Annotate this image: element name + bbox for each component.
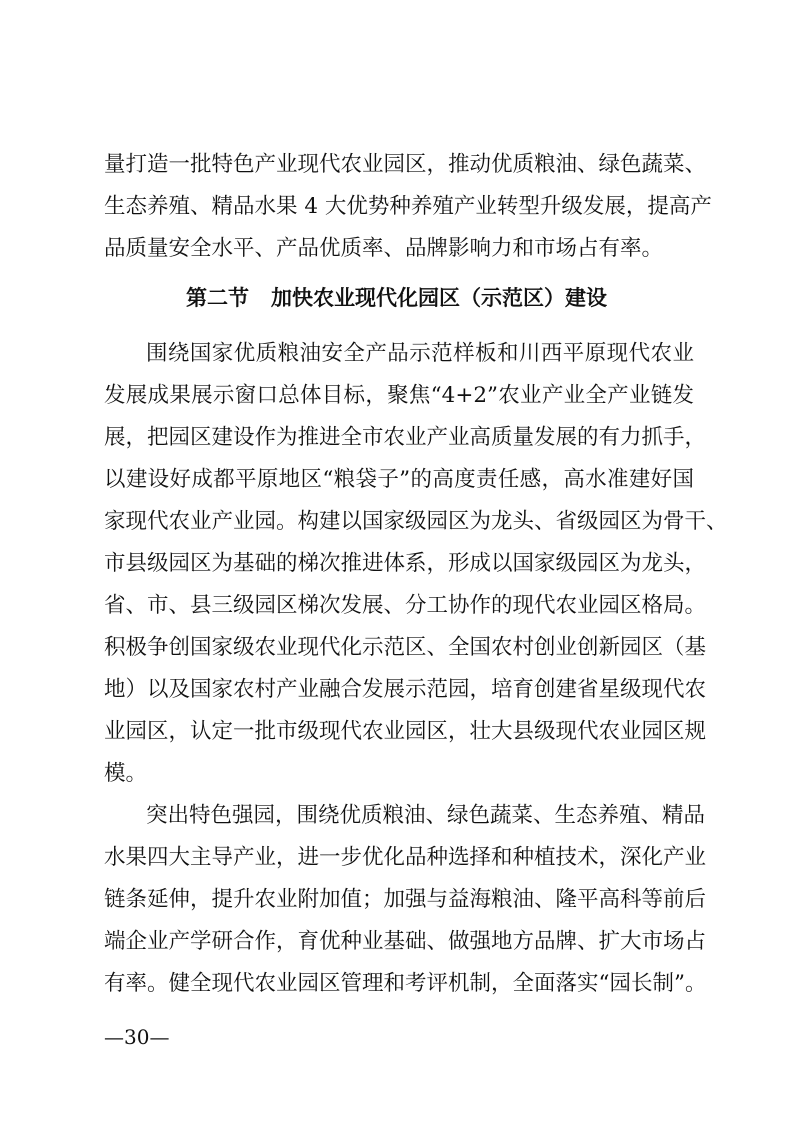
section-heading: 第二节 加快农业现代化园区（示范区）建设 (186, 286, 607, 310)
paragraph-line: 发展成果展示窗口总体目标，聚焦“4+2”农业产业全产业链发 (104, 383, 694, 408)
paragraph-line: 模。 (104, 761, 148, 786)
paragraph-line: 链条延伸，提升农业附加值；加强与益海粮油、隆平高科等前后 (104, 887, 707, 912)
paragraph-line: 以建设好成都平原地区“粮袋子”的高度责任感，高水准建好国 (104, 467, 694, 492)
paragraph-line: 量打造一批特色产业现代农业园区，推动优质粮油、绿色蔬菜、 (104, 152, 707, 177)
paragraph-line: 围绕国家优质粮油安全产品示范样板和川西平原现代农业 (146, 341, 694, 366)
paragraph-line: 家现代农业产业园。构建以国家级园区为龙头、省级园区为骨干、 (104, 509, 728, 534)
paragraph-line: 有率。健全现代农业园区管理和考评机制，全面落实“园长制”。 (104, 971, 707, 996)
paragraph-line: 端企业产学研合作，育优种业基础、做强地方品牌、扩大市场占 (104, 929, 707, 954)
paragraph-line: 市县级园区为基础的梯次推进体系，形成以国家级园区为龙头， (104, 551, 707, 576)
paragraph-line: 省、市、县三级园区梯次发展、分工协作的现代农业园区格局。 (104, 593, 707, 618)
page-number: —30— (104, 1025, 170, 1049)
paragraph-line: 品质量安全水平、产品优质率、品牌影响力和市场占有率。 (104, 236, 664, 261)
paragraph-line: 水果四大主导产业，进一步优化品种选择和种植技术，深化产业 (104, 845, 707, 870)
paragraph-line: 生态养殖、精品水果 4 大优势种养殖产业转型升级发展，提高产 (104, 194, 712, 219)
paragraph-line: 突出特色强园，围绕优质粮油、绿色蔬菜、生态养殖、精品 (146, 803, 706, 828)
paragraph-line: 积极争创国家级农业现代化示范区、全国农村创业创新园区（基 (104, 635, 707, 660)
paragraph-line: 业园区，认定一批市级现代农业园区，壮大县级现代农业园区规 (104, 719, 707, 744)
paragraph-line: 地）以及国家农村产业融合发展示范园，培育创建省星级现代农 (104, 677, 707, 702)
paragraph-line: 展，把园区建设作为推进全市农业产业高质量发展的有力抓手， (104, 425, 707, 450)
